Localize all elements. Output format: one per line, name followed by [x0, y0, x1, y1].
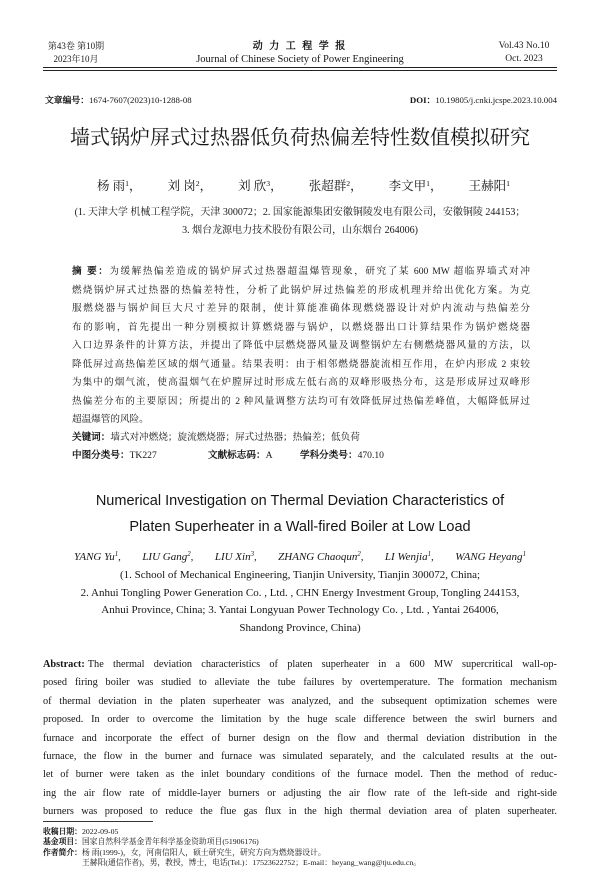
author-separator: ，: [350, 179, 363, 193]
document-code: [208, 447, 300, 465]
author-affil-mark: 2: [357, 551, 361, 559]
footnote-label: 基金项目：: [43, 837, 82, 847]
author-separator: ,: [431, 551, 434, 563]
article-number: [45, 94, 192, 106]
abstract-line: 降低屏过高热偏差区域的烟气通量。结果表明：由于相邻燃烧器旋流相互作用，在炉内形成 2 束较: [72, 358, 530, 370]
affiliations-en: [0, 567, 600, 637]
issue-date-cn: 2023年10月: [53, 54, 99, 64]
abstract-line: ing the air flow rate of middle-layer burners or adjusting the air flow rate of the left-side and right-side: [43, 787, 557, 799]
title-en-line: Numerical Investigation on Thermal Deviation Characteristics of: [95, 493, 505, 509]
author-cn: [469, 178, 510, 194]
footnote-received: [43, 827, 557, 837]
author-affil-mark: 2: [346, 178, 351, 188]
title-cn: 墙式锅炉屏式过热器低负荷热偏差特性数值模拟研究: [70, 125, 530, 149]
author-separator: ,: [190, 551, 194, 563]
title-en: [0, 488, 600, 540]
abstract-line: 热偏差分布的主要原因；所提出的 2 种风量调整方法均可有效降低屏过热偏差峰值，大幅降低屏过: [72, 395, 530, 407]
author-name: YANG Yu: [74, 551, 115, 563]
author-affil-mark: 1: [426, 178, 431, 188]
author-affil-mark: 1: [506, 178, 510, 188]
journal-name: [150, 40, 450, 66]
footnote-text: 国家自然科学基金青年科学基金资助项目(51906176): [81, 837, 259, 847]
authors-cn: [97, 178, 510, 194]
document-code-value: A: [265, 450, 273, 461]
author-separator: ,: [118, 551, 121, 563]
footnote-text: 杨 雨(1999-)，女，河南信阳人，硕士研究生，研究方向为燃烧器设计。: [81, 847, 326, 857]
author-en: [215, 549, 257, 565]
author-affil-mark: 3: [250, 551, 254, 559]
author-cn: [97, 178, 142, 194]
affiliation-line: (1. School of Mechanical Engineering, Tianjin University, Tianjin 300072, China;: [119, 569, 481, 581]
author-affil-mark: 1: [427, 551, 432, 559]
clc-label: 中图分类号：: [72, 450, 130, 461]
author-affil-mark: 1: [522, 551, 526, 559]
issue-info-en: [488, 40, 560, 66]
abstract-line: 燃烧锅炉屏式过热器的热偏差特性，分析了此锅炉屏过热偏差的形成机理并给出优化方案。为克: [72, 284, 530, 296]
author-name: 李文甲: [388, 179, 427, 193]
author-name: LIU Gang: [142, 551, 188, 563]
abstract-line: [43, 656, 557, 674]
author-affil-mark: 1: [114, 551, 119, 559]
title-en-line: Platen Superheater in a Wall-fired Boiler at Low Load: [129, 519, 471, 535]
subject-code: [300, 447, 384, 465]
abstract-line: furnace and incorporate the effect of burner design on the flow and thermal deviation distribution in the: [43, 732, 557, 744]
keywords-cn: [72, 429, 530, 447]
doi-value: 10.19805/j.cnki.jcspe.2023.10.004: [435, 95, 557, 105]
affiliation-line: 3. 烟台龙源电力技术股份有限公司，山东烟台 264006): [182, 225, 418, 236]
author-affil-mark: 3: [266, 178, 271, 188]
author-separator: ,: [360, 551, 364, 563]
author-en: [74, 549, 121, 565]
author-en: [385, 549, 434, 565]
author-separator: ，: [199, 179, 213, 193]
abstract-line: let of burner were taken as the inlet boundary conditions of the furnace model. Then the method of reduc-: [43, 769, 557, 781]
author-name: 杨 雨: [97, 179, 126, 193]
footnote-corresponding-author: 王赫阳(通信作者)，男，教授，博士，电话(Tel.)：17523622752；E-mail：heyang_wang@tju.edu.cn。: [82, 857, 422, 867]
author-name: 王赫阳: [468, 179, 507, 193]
clc-value: TK227: [129, 450, 157, 461]
footnote-author-bio: [43, 848, 557, 858]
abstract-line: of thermal deviation in the platen superheater was analyzed, and the subsequent optimization schemes were: [43, 695, 557, 707]
subject-code-value: 470.10: [357, 450, 384, 461]
subject-code-label: 学科分类号：: [300, 450, 358, 461]
author-en: [455, 549, 526, 565]
affiliations-cn: [0, 204, 600, 240]
abstract-line: posed firing boiler was studied to alleviate the tube failures by overtemperature. The formation mechanism: [43, 677, 557, 689]
author-name: LIU Xin: [214, 551, 251, 563]
author-name: WANG Heyang: [455, 551, 523, 563]
affiliation-line: Shandong Province, China): [239, 621, 361, 634]
clc-number: [72, 447, 208, 465]
authors-en: [74, 549, 526, 565]
footnote-label: 作者简介：: [43, 847, 82, 857]
keywords-label: 关键词：: [72, 432, 111, 443]
journal-name-en: Journal of Chinese Society of Power Engineering: [196, 54, 404, 65]
article-number-value: 1674-7607(2023)10-1288-08: [89, 95, 192, 105]
affiliation-line: 2. Anhui Tongling Power Generation Co. , Ltd. , CHN Energy Investment Group, Tongling 244153,: [80, 586, 520, 599]
journal-name-cn: 动 力 工 程 学 报: [252, 41, 348, 52]
author-name: 刘 岗: [167, 179, 196, 193]
author-separator: ，: [129, 179, 142, 193]
author-separator: ,: [253, 551, 257, 563]
abstract-line: 布的影响，首先提出一种分别模拟计算燃烧器与锅炉，以燃烧器出口计算结果作为锅炉燃烧器: [72, 321, 530, 333]
author-cn: [168, 178, 213, 194]
footnotes: [43, 827, 557, 868]
abstract-text: 为缓解热偏差造成的锅炉屏式过热器超温爆管现象，研究了某 600 MW 超临界墙式对冲: [109, 266, 530, 277]
author-name: LI Wenjia: [384, 551, 428, 563]
author-name: 刘 欣: [238, 179, 267, 193]
author-name: ZHANG Chaoqun: [278, 551, 358, 563]
document-code-label: 文献标志码：: [208, 450, 266, 461]
abstract-en: [43, 656, 557, 822]
abstract-line: burners was proposed to reduce the flue gas flux in the high thermal deviation area of platen superheater.: [43, 806, 557, 818]
affiliation-line: Anhui Province, China; 3. Yantai Longyuan Power Technology Co. , Ltd. , Yantai 264006,: [101, 604, 499, 617]
author-separator: ，: [430, 179, 443, 193]
abstract-line: 为集中的烟气流，使高温烟气在炉膛屏过时形成左低右高的双峰形吸热分布，这是形成屏过双峰形: [72, 377, 530, 388]
abstract-text: The thermal deviation characteristics of platen superheater in a 600 MW supercritical wall-op-: [87, 659, 557, 670]
abstract-line: 服燃烧器与锅炉间巨大尺寸差异的限制，使计算能准确体现燃烧器设计对炉内流动与热偏差分: [72, 303, 530, 314]
footnote-text: 2022-09-05: [81, 827, 119, 836]
volume-issue-en: Vol.43 No.10: [498, 41, 550, 51]
author-name: 张超群: [308, 179, 347, 193]
abstract-line: [72, 263, 530, 282]
keywords-text: 墙式对冲燃烧；旋流燃烧器；屏式过热器；热偏差；低负荷: [110, 432, 360, 443]
doi-label: DOI：: [409, 95, 436, 105]
footnote-label: 收稿日期：: [43, 827, 82, 836]
abstract-label: 摘 要：: [72, 266, 110, 277]
abstract-line: 入口边界条件的计算方法，并提出了降低中层燃烧器风量及调整锅炉左右侧燃烧器风量的方法，以: [72, 340, 530, 351]
issue-info-cn: [40, 40, 112, 66]
doi: [410, 94, 557, 106]
author-cn: [389, 178, 443, 194]
article-number-label: 文章编号：: [45, 95, 89, 105]
author-en: [278, 549, 363, 565]
abstract-line: 超温爆管的风险。: [72, 414, 149, 425]
header-rule: [43, 67, 557, 71]
issue-date-en: Oct. 2023: [505, 54, 543, 64]
abstract-line: furnace, the flow in the burner and furnace was simulated separately, and the calculated results at the out-: [43, 750, 557, 762]
abstract-line: proposed. In order to overcome the limitation by the huge scale difference between the swirl burners and: [43, 714, 557, 726]
classification-codes: [72, 447, 530, 465]
abstract-label: Abstract:: [43, 659, 85, 670]
author-en: [142, 549, 193, 565]
author-separator: ，: [270, 179, 283, 193]
author-affil-mark: 1: [125, 178, 130, 188]
author-cn: [238, 178, 283, 194]
author-affil-mark: 2: [195, 178, 200, 188]
footnote-funding: [43, 837, 557, 847]
affiliation-line: (1. 天津大学 机械工程学院，天津 300072；2. 国家能源集团安徽铜陵发电有限公司，安徽铜陵 244153；: [74, 207, 526, 218]
volume-issue-cn: 第43卷 第10期: [47, 41, 105, 51]
abstract-cn: [72, 263, 530, 430]
author-affil-mark: 2: [187, 551, 191, 559]
author-cn: [309, 178, 363, 194]
footnote-rule: [43, 821, 153, 822]
